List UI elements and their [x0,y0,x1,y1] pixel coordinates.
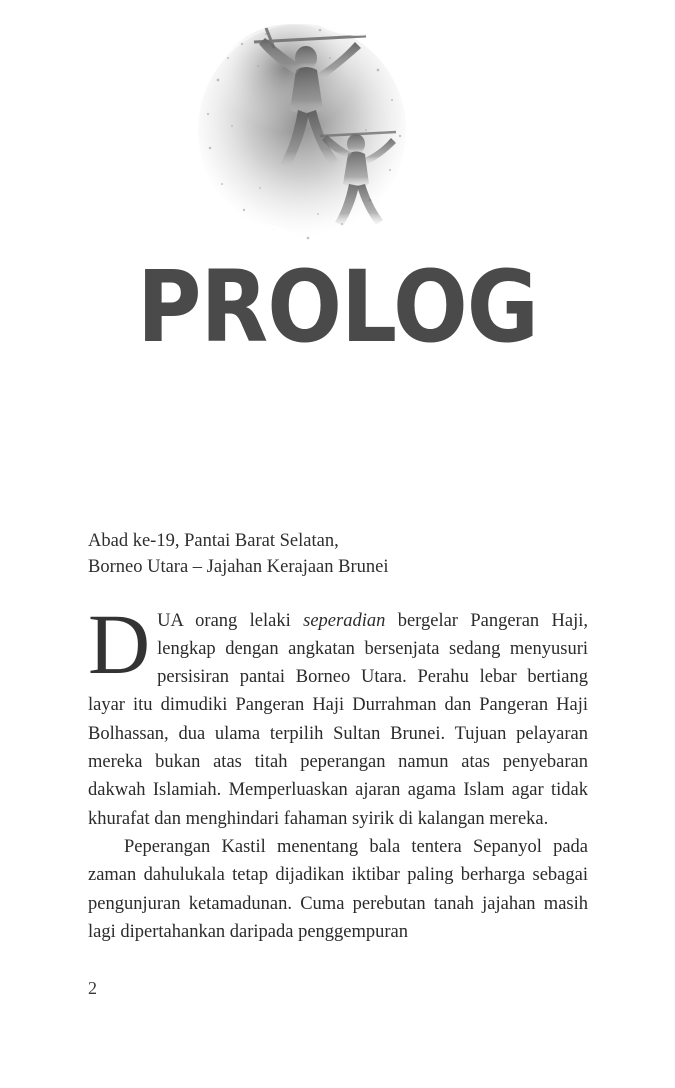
paragraph-1-italic-term: seperadian [303,610,386,631]
drop-cap: D [88,595,151,692]
body-text [88,528,588,946]
paragraph-1 [88,595,588,833]
page-number: 2 [88,978,97,998]
paragraph-2: Peperangan Kastil menentang bala tentera Sepanyol pada zaman dahulukala tetap dijadikan iktibar paling berharga sebagai pengunjuran ketamadunan. Cuma perebutan tanah jajahan masih lagi dipertahankan daripada penggempuran [88,836,588,942]
setting-lines [88,528,588,581]
paragraph-1-before-italic: orang lelaki [182,610,304,631]
setting-line-1: Abad ke-19, Pantai Barat Selatan, [88,531,339,551]
paragraph-1-lead: UA [157,610,183,631]
chapter-title: PROLOG [136,249,539,365]
warrior-silhouette-illustration [170,18,440,273]
setting-line-2: Borneo Utara – Jajahan Kerajaan Brunei [88,557,389,578]
paragraph-1-after-italic: bergelar Pangeran Haji, lengkap dengan angkatan bersenjata sedang menyusuri persisiran pantai Borneo Utara. Perahu lebar bertiang layar itu dimudiki Pangeran Haji Durrahman dan Pangeran Haji Bolhassan, dua ulama terpilih Sultan Brunei. Tujuan pelayaran mereka bukan atas titah peperangan namun atas penyebaran dakwah Islamiah. Memperluaskan ajaran agama Islam agar tidak khurafat dan menghindari fahaman syirik di kalangan mereka. [88,610,588,829]
